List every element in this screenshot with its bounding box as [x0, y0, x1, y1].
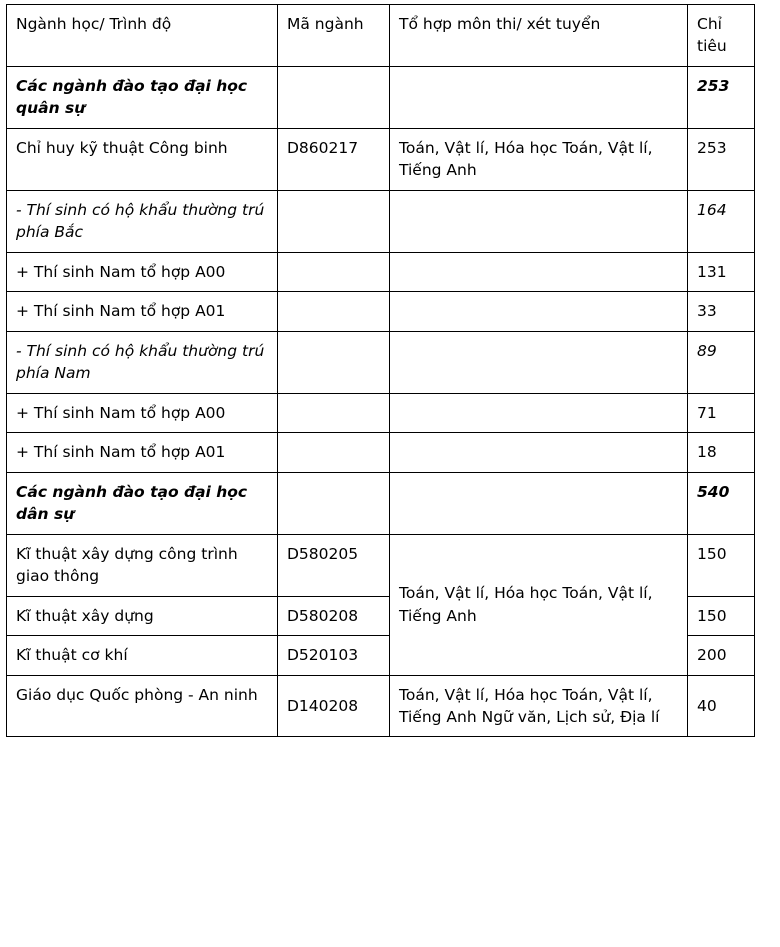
cell-major: + Thí sinh Nam tổ hợp A00 — [7, 252, 278, 291]
cell-major: Chỉ huy kỹ thuật Công binh — [7, 128, 278, 190]
cell-combination — [390, 252, 688, 291]
cell-combination — [390, 472, 688, 534]
cell-code — [278, 252, 390, 291]
cell-code — [278, 433, 390, 472]
cell-major: Kĩ thuật cơ khí — [7, 636, 278, 675]
cell-code — [278, 472, 390, 534]
cell-code — [278, 190, 390, 252]
table-row — [7, 292, 755, 331]
cell-combination — [390, 66, 688, 128]
cell-major: + Thí sinh Nam tổ hợp A01 — [7, 292, 278, 331]
cell-major: - Thí sinh có hộ khẩu thường trú phía Nam — [7, 331, 278, 393]
table-row — [7, 331, 755, 393]
cell-combination: Toán, Vật lí, Hóa học Toán, Vật lí, Tiếng Anh — [390, 128, 688, 190]
cell-quota: 40 — [688, 675, 755, 737]
column-header-code: Mã ngành — [278, 5, 390, 67]
cell-quota: 253 — [688, 128, 755, 190]
cell-major: Các ngành đào tạo đại học quân sự — [7, 66, 278, 128]
cell-quota: 150 — [688, 534, 755, 596]
cell-quota: 33 — [688, 292, 755, 331]
column-header-quota: Chỉ tiêu — [688, 5, 755, 67]
table-header-row — [7, 5, 755, 67]
table-row — [7, 393, 755, 432]
cell-major: Kĩ thuật xây dựng công trình giao thông — [7, 534, 278, 596]
cell-combination: Toán, Vật lí, Hóa học Toán, Vật lí, Tiếng Anh — [390, 534, 688, 675]
cell-combination — [390, 331, 688, 393]
cell-quota: 89 — [688, 331, 755, 393]
cell-quota: 540 — [688, 472, 755, 534]
cell-quota: 71 — [688, 393, 755, 432]
table-row — [7, 433, 755, 472]
cell-code: D520103 — [278, 636, 390, 675]
table-header — [7, 5, 755, 67]
cell-quota: 131 — [688, 252, 755, 291]
cell-code — [278, 66, 390, 128]
table-row — [7, 675, 755, 737]
table-row — [7, 472, 755, 534]
cell-quota: 18 — [688, 433, 755, 472]
cell-quota: 150 — [688, 596, 755, 635]
table-row — [7, 190, 755, 252]
cell-major: - Thí sinh có hộ khẩu thường trú phía Bắc — [7, 190, 278, 252]
cell-code: D860217 — [278, 128, 390, 190]
cell-code — [278, 393, 390, 432]
table-row — [7, 252, 755, 291]
cell-code: D140208 — [278, 675, 390, 737]
cell-combination — [390, 190, 688, 252]
cell-major: + Thí sinh Nam tổ hợp A00 — [7, 393, 278, 432]
document-sheet — [0, 4, 780, 947]
cell-major: Các ngành đào tạo đại học dân sự — [7, 472, 278, 534]
cell-code — [278, 292, 390, 331]
table-row — [7, 534, 755, 596]
cell-combination — [390, 433, 688, 472]
cell-combination: Toán, Vật lí, Hóa học Toán, Vật lí, Tiếng Anh Ngữ văn, Lịch sử, Địa lí — [390, 675, 688, 737]
admissions-table — [6, 4, 755, 737]
cell-combination — [390, 393, 688, 432]
cell-major: Giáo dục Quốc phòng - An ninh — [7, 675, 278, 737]
cell-major: Kĩ thuật xây dựng — [7, 596, 278, 635]
cell-code: D580208 — [278, 596, 390, 635]
cell-quota: 253 — [688, 66, 755, 128]
column-header-combination: Tổ hợp môn thi/ xét tuyển — [390, 5, 688, 67]
cell-quota: 164 — [688, 190, 755, 252]
cell-code — [278, 331, 390, 393]
cell-quota: 200 — [688, 636, 755, 675]
table-row — [7, 128, 755, 190]
column-header-major: Ngành học/ Trình độ — [7, 5, 278, 67]
table-body — [7, 66, 755, 737]
cell-combination — [390, 292, 688, 331]
cell-code: D580205 — [278, 534, 390, 596]
cell-major: + Thí sinh Nam tổ hợp A01 — [7, 433, 278, 472]
table-row — [7, 66, 755, 128]
